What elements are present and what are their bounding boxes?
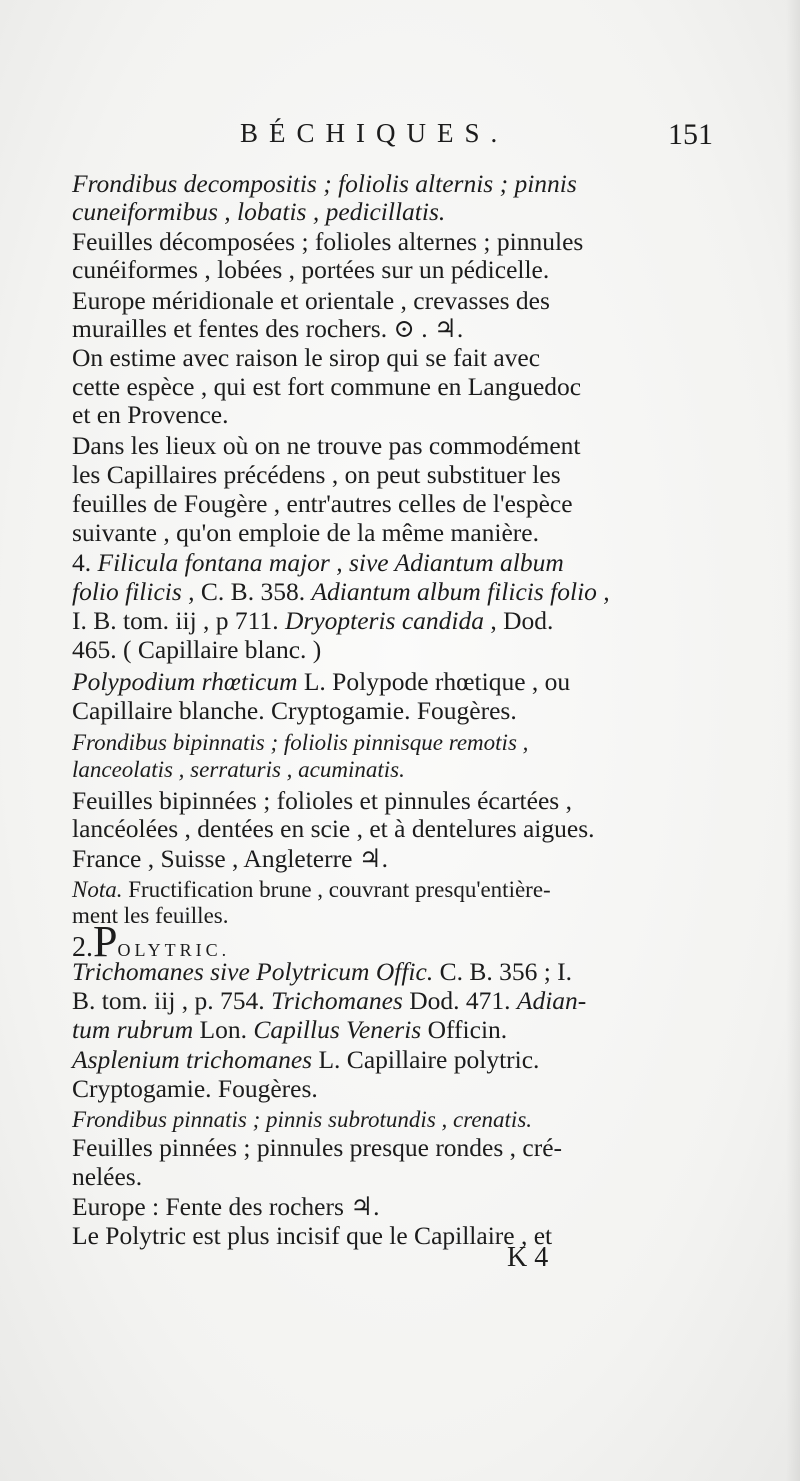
common-name: L. Capillaire polytric. [312,1045,540,1074]
text-line: cuneiformibus , lobatis , pedicillatis. [72,197,446,226]
text-line: ment les feuilles. [72,903,229,928]
text-line [72,578,610,606]
text-line: Capillaire blanche. Cryptogamie. Fougères. [72,696,517,725]
running-head: BÉCHIQUES. [240,118,509,148]
text-line: Le Polytric est plus incisif que le Capillaire , et [72,1221,553,1250]
text-line: Feuilles décomposées ; folioles alternes ; pinnules [72,227,584,256]
page-number: 151 [668,118,713,151]
latin-name: Adian- [516,986,587,1015]
text-line [72,607,553,635]
text-line: nelées. [72,1162,143,1191]
text-line: Europe méridionale et orientale , crevasses des [72,286,550,315]
section-number: 2. [72,932,93,963]
item-number: 4. [72,548,98,577]
text-line: On estime avec raison le sirop qui se fait avec [72,343,541,372]
latin-name: folio filicis , [72,577,195,606]
latin-name: Dryopteris candida [284,606,485,635]
text-line: lancéolées , dentées en scie , et à dentelures aigues. [72,814,595,843]
text-line [72,668,570,696]
text-line: feuilles de Fougère , entr'autres celles de l'espèce [72,489,573,518]
section-initial: P [93,917,118,966]
latin-name: Asplenium trichomanes [72,1045,313,1074]
text-line: Frondibus pinnatis ; pinnis subrotundis , crenatis. [72,1107,533,1132]
text-line: 465. ( Capillaire blanc. ) [72,635,322,664]
text-line [72,987,586,1015]
text-line: Feuilles pinnées ; pinnules presque rondes , cré- [72,1133,563,1162]
common-name: L. Polypode rhœtique , ou [297,667,571,696]
reference: B. tom. iij , p. 754. [72,986,272,1015]
text-line: Frondibus decompositis ; foliolis alternis ; pinnis [72,169,577,198]
text-line: France , Suisse , Angleterre ♃. [72,844,389,873]
latin-name: Polypodium rhœticum [72,667,298,696]
reference: Lon. [193,1015,254,1044]
text-line: murailles et fentes des rochers. ⊙ . ♃. [72,314,464,343]
reference: Dod. 471. [402,986,517,1015]
text-line [72,1046,539,1074]
text-line: Feuilles bipinnées ; folioles et pinnules écartées , [72,786,572,815]
text-line: cette espèce , qui est fort commune en Languedoc [72,372,582,401]
text-line [72,1016,507,1044]
text-line [72,549,564,577]
reference: , Dod. [484,606,554,635]
text-line: Frondibus bipinnatis ; foliolis pinnisque remotis , [72,730,529,755]
page-edge-shadow [786,0,800,1481]
latin-name: tum rubrum [72,1015,194,1044]
latin-name: Filicula fontana major , sive Adiantum album [97,548,564,577]
text-line [72,958,572,986]
text-line: Dans les lieux où on ne trouve pas commodément [72,431,581,460]
nota-text: Fructification brune , couvrant presqu'entière- [122,877,551,902]
reference: Officin. [421,1015,508,1044]
section-title-rest: OLYTRIC. [117,940,231,960]
signature-mark: K 4 [507,1242,549,1273]
text-line [72,876,551,904]
text-line: et en Provence. [72,400,229,429]
reference: C. B. 358. [194,577,312,606]
text-line: Europe : Fente des rochers ♃. [72,1192,380,1221]
text-line: Cryptogamie. Fougères. [72,1074,318,1103]
latin-name: Adiantum album filicis folio , [311,577,610,606]
latin-name: Trichomanes sive Polytricum Offic. [72,957,434,986]
page-header [0,118,800,158]
text-line: les Capillaires précédens , on peut substituer les [72,460,561,489]
text-line: cunéiformes , lobées , portées sur un pédicelle. [72,255,550,284]
reference: C. B. 356 ; I. [433,957,573,986]
latin-name: Capillus Veneris [253,1015,422,1044]
text-line: lanceolatis , serraturis , acuminatis. [72,757,405,782]
nota-label: Nota. [72,877,123,902]
latin-name: Trichomanes [271,986,403,1015]
reference: I. B. tom. iij , p 711. [72,606,285,635]
text-line: suivante , qu'on emploie de la même manière. [72,518,539,547]
